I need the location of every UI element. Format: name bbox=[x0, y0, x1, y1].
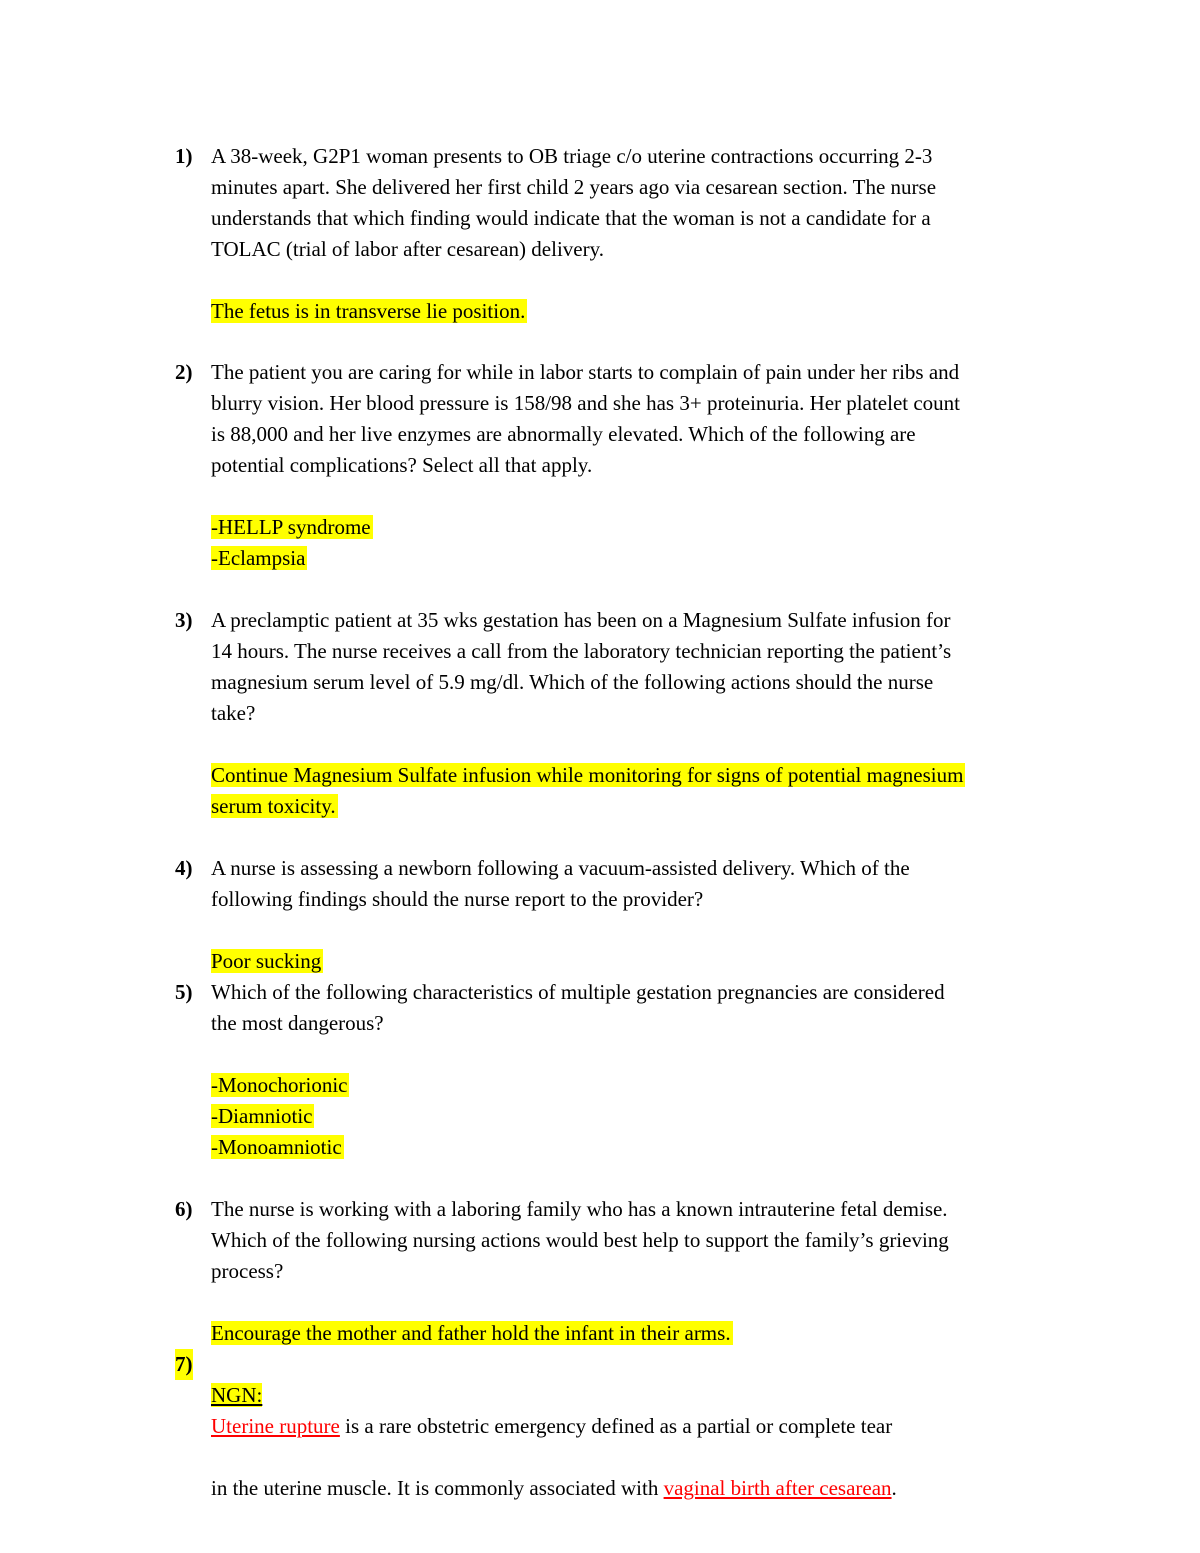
question-number: 2) bbox=[175, 360, 193, 384]
answer-line: -Monoamniotic bbox=[211, 1135, 342, 1159]
question-number: 3) bbox=[175, 608, 193, 632]
question-text: The patient you are caring for while in labor starts to complain of pain under her ribs and blurry vision. Her blood pressure is 158/98 and she has 3+ proteinuria. Her platelet count is 88,000 and her live enzymes are abnormally elevated. Which of the following are potential complications? Select all that apply. bbox=[211, 360, 961, 477]
question-4 bbox=[175, 853, 1075, 915]
q7-text-end: . bbox=[891, 1476, 897, 1500]
question-number: 1) bbox=[175, 144, 193, 168]
answer-line: -Eclampsia bbox=[211, 546, 306, 570]
question-6 bbox=[175, 1194, 1075, 1287]
answer-line: -Diamniotic bbox=[211, 1104, 313, 1128]
q7-text-1: is a rare obstetric emergency defined as a partial or complete tear bbox=[339, 1414, 893, 1438]
answer-line: Poor sucking bbox=[211, 949, 322, 973]
question-number: 7) bbox=[175, 1349, 193, 1380]
question-3 bbox=[175, 605, 1075, 729]
answer-2 bbox=[211, 512, 1111, 574]
question-number: 5) bbox=[175, 980, 193, 1004]
answer-3 bbox=[211, 760, 1111, 822]
answer-6 bbox=[211, 1318, 1111, 1349]
answer-line: Encourage the mother and father hold the infant in their arms. bbox=[211, 1321, 731, 1345]
q7-text-2: in the uterine muscle. It is commonly associated with bbox=[211, 1476, 664, 1500]
question-text: A 38-week, G2P1 woman presents to OB triage c/o uterine contractions occurring 2-3 minutes apart. She delivered her first child 2 years ago via cesarean section. The nurse understands that which finding would indicate that the woman is not a candidate for a TOLAC (trial of labor after cesarean) delivery. bbox=[211, 144, 937, 261]
question-2 bbox=[175, 357, 1075, 481]
question-7 bbox=[175, 1349, 1075, 1504]
question-text: The nurse is working with a laboring family who has a known intrauterine fetal demise. Which of the following nursing actions would best help to support the family’s grieving process? bbox=[211, 1197, 949, 1283]
term-uterine-rupture: Uterine rupture bbox=[211, 1414, 340, 1438]
answer-line: The fetus is in transverse lie position. bbox=[211, 299, 526, 323]
question-text: Which of the following characteristics of multiple gestation pregnancies are considered the most dangerous? bbox=[211, 980, 945, 1035]
term-vbac: vaginal birth after cesarean bbox=[663, 1476, 892, 1500]
question-number: 4) bbox=[175, 856, 193, 880]
ngn-label: NGN: bbox=[211, 1383, 263, 1407]
question-1 bbox=[175, 141, 1075, 265]
question-number: 6) bbox=[175, 1197, 193, 1221]
answer-5 bbox=[211, 1070, 1111, 1163]
question-text bbox=[211, 1349, 1075, 1504]
question-text: A preclamptic patient at 35 wks gestation has been on a Magnesium Sulfate infusion for 14 hours. The nurse receives a call from the laboratory technician reporting the patient’s magnesium serum level of 5.9 mg/dl. Which of the following actions should the nurse take? bbox=[211, 608, 952, 725]
question-5 bbox=[175, 977, 1075, 1039]
answer-line: Continue Magnesium Sulfate infusion while monitoring for signs of potential magnesium bbox=[211, 763, 964, 787]
answer-4 bbox=[211, 946, 1111, 977]
answer-line: serum toxicity. bbox=[211, 794, 336, 818]
question-text: A nurse is assessing a newborn following a vacuum-assisted delivery. Which of the following findings should the nurse report to the provider? bbox=[211, 856, 910, 911]
answer-1 bbox=[211, 296, 1111, 327]
answer-line: -HELLP syndrome bbox=[211, 515, 371, 539]
answer-line: -Monochorionic bbox=[211, 1073, 348, 1097]
